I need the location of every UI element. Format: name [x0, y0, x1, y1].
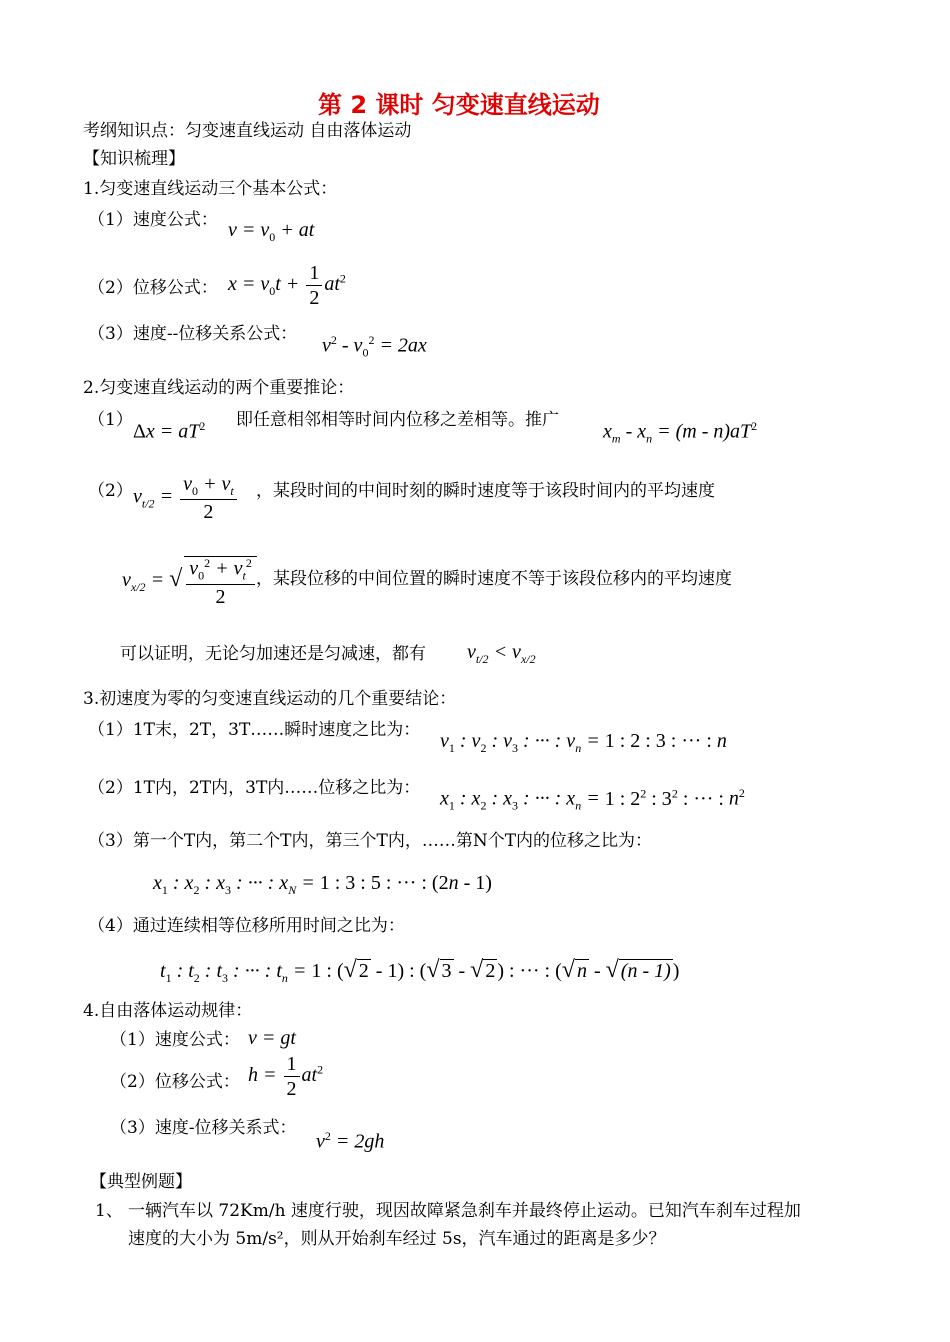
- interval-displacement-ratio-formula: $x_1$ : $x_2$ : $x_3$ : ··· : $x_N = 1$ : 3 : 5 : ··· : (2n - 1): [153, 872, 492, 897]
- s2-item1-label: （1）: [88, 410, 133, 430]
- s1-heading: 1.匀变速直线运动三个基本公式：: [83, 179, 338, 199]
- s3-item3-label: （3）第一个T内，第二个T内，第三个T内，……第N个T内的位移之比为：: [88, 831, 653, 851]
- syllabus-line: 考纲知识点：匀变速直线运动 自由落体运动: [83, 121, 412, 141]
- section-knowledge-heading: 【知识梳理】: [83, 149, 185, 169]
- displacement-ratio-formula: $x_1$ : $x_2$ : $x_3$ : ··· : $x_n = 1$ : $2^2$ : $3^2$ : ··· : $n^2$: [440, 786, 745, 813]
- example1-line1: 一辆汽车以 72Km/h 速度行驶，现因故障紧急刹车并最终停止运动。已知汽车刹车过程加: [128, 1201, 801, 1221]
- s2-item2-text: ，某段时间的中间时刻的瞬时速度等于该段时间内的平均速度: [256, 481, 715, 501]
- example1-line2: 速度的大小为 5m/s²，则从开始刹车经过 5s，汽车通过的距离是多少？: [128, 1229, 666, 1249]
- section-examples-heading: 【典型例题】: [90, 1172, 192, 1192]
- s3-heading: 3.初速度为零的匀变速直线运动的几个重要结论：: [83, 689, 457, 709]
- s2-item1-text: 即任意相邻相等时间内位移之差相等。推广: [236, 410, 559, 430]
- s3-item4-label: （4）通过连续相等位移所用时间之比为：: [88, 916, 405, 936]
- velocity-ratio-formula: $v_1$ : $v_2$ : $v_3$ : ··· : $v_n = 1$ : 2 : 3 : ··· : n: [440, 730, 727, 755]
- general-delta-formula: $x_m - x_n = (m - n)aT^2$: [603, 419, 758, 446]
- displacement-formula: $x = v_0t$ + $\frac{1}{2}$ $at^2$: [228, 262, 346, 309]
- example1-number: 1、: [95, 1201, 123, 1221]
- velocity-displacement-formula: $v^2 - v_0^2 = 2ax$: [322, 333, 427, 360]
- page-title: 第 2 课时 匀变速直线运动: [318, 91, 600, 119]
- s4-heading: 4.自由落体运动规律：: [83, 1001, 253, 1021]
- s1-item3-label: （3）速度--位移关系公式：: [88, 324, 298, 344]
- s3-item2-label: （2）1T内，2T内，3T内……位移之比为：: [88, 778, 421, 798]
- s2-item3-text: ，某段位移的中间位置的瞬时速度不等于该段位移内的平均速度: [256, 569, 732, 589]
- s2-proof-text: 可以证明，无论匀加速还是匀减速，都有: [120, 644, 426, 664]
- s2-heading: 2.匀变速直线运动的两个重要推论：: [83, 378, 355, 398]
- s1-item1-label: （1）速度公式：: [88, 210, 218, 230]
- s4-item1-label: （1）速度公式：: [110, 1030, 240, 1050]
- s3-item1-label: （1）1T末，2T，3T……瞬时速度之比为：: [88, 720, 421, 740]
- free-fall-velocity-formula: v = gt: [248, 1027, 296, 1049]
- velocity-inequality: $v_{t/2} < v_{x/2}$: [467, 641, 536, 666]
- free-fall-velocity-displacement-formula: $v^2 = 2gh$: [316, 1129, 385, 1153]
- velocity-formula: $v = v_0$ + at: [228, 219, 315, 244]
- time-ratio-formula: $t_1$ : $t_2$ : $t_3$ : ··· : $t_n = 1$ : (√ 2 - 1) : (√ 3 - √ 2 ) : ··· : (√ n - √ (n - 1) ): [160, 957, 680, 985]
- s4-item3-label: （3）速度-位移关系式：: [110, 1118, 297, 1138]
- s1-item2-label: （2）位移公式：: [88, 278, 218, 298]
- delta-x-formula: $\Delta x = aT^2$: [133, 419, 206, 443]
- s4-item2-label: （2）位移公式：: [110, 1072, 240, 1092]
- mid-position-velocity-formula: $v_{x/2}$ = √ $\frac{v_0^2 + v_t^2}{2}$: [122, 556, 259, 607]
- s2-item2-label: （2）: [88, 481, 133, 501]
- free-fall-displacement-formula: h = $\frac{1}{2}$ $at^2$: [248, 1053, 324, 1100]
- mid-time-velocity-formula: $v_{t/2}$ = $\frac{v_0 + v_t}{2}$: [133, 474, 239, 522]
